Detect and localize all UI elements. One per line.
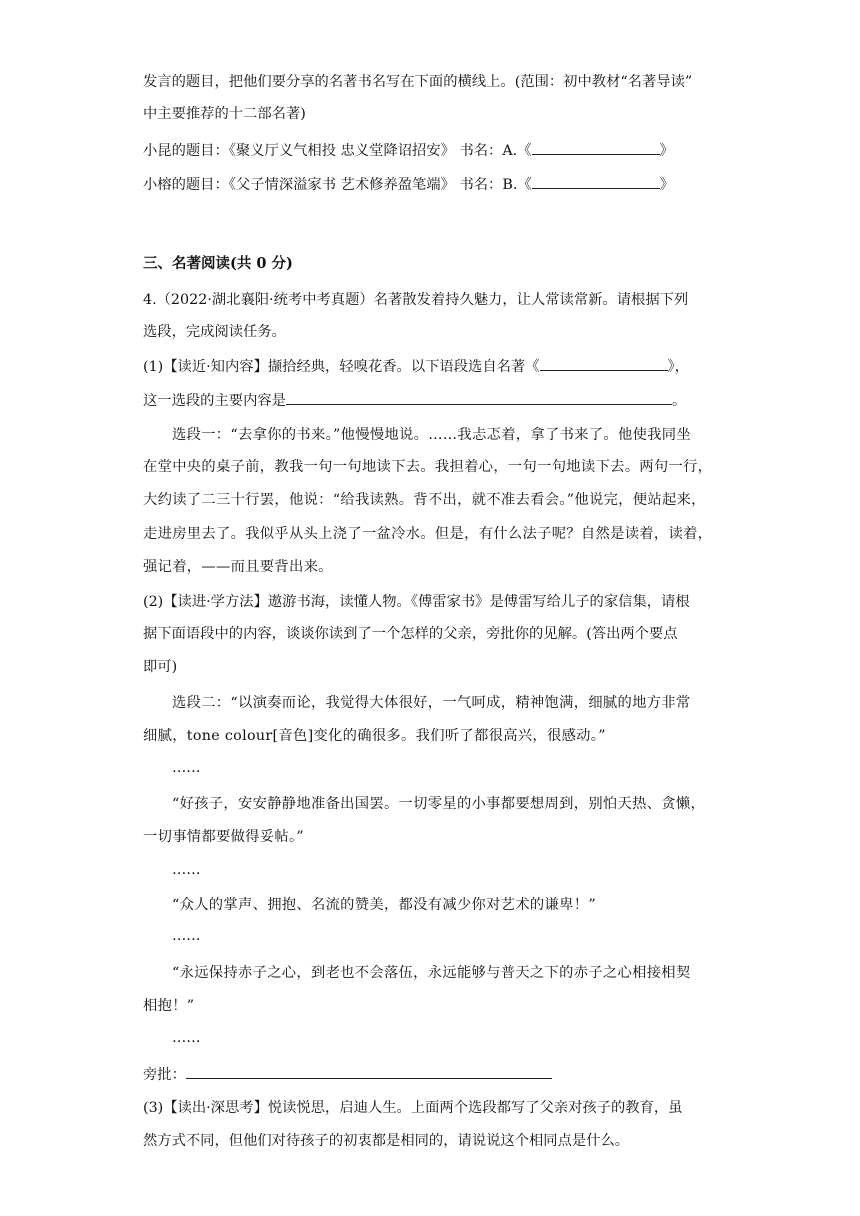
question-kun-end: 》 <box>659 143 674 159</box>
excerpt-1-line: 在堂中央的桌子前，教我一句一句地读下去。我担着心，一句一句地读下去。两句一行， <box>143 459 713 475</box>
subquestion-1-suffix: 》， <box>667 359 689 375</box>
annotation-blank[interactable] <box>186 1064 552 1079</box>
excerpt-2-p2-line-2: 一切事情都要做得妥帖。” <box>143 829 305 845</box>
question-rong-end: 》 <box>659 177 675 193</box>
question-4-line-1: 4.（2022·湖北襄阳·统考中考真题）名著散发着持久魅力，让人常读常新。请根据下列 <box>143 292 689 308</box>
question-rong <box>143 174 674 195</box>
excerpt-1-line: 大约读了二三十行罢，他说：“给我读熟。背不出，就不准去看会。”他说完，便站起来， <box>143 492 706 508</box>
question-kun <box>143 140 674 161</box>
section-title: 三、名著阅读(共 0 分) <box>143 255 293 272</box>
excerpt-1-line: 走进房里去了。我似乎从头上浇了一盆冷水。但是，有什么法子呢？自然是读着，读着， <box>143 526 713 542</box>
excerpt-2-p4-line-1: “永远保持赤子之心，到老也不会落伍，永远能够与普天之下的赤子之心相接相契 <box>172 965 691 981</box>
excerpt-2-p1-line-1: 选段二：“以演奏而论，我觉得大体很好，一气呵成，精神饱满，细腻的地方非常 <box>172 695 691 711</box>
subquestion-3-line: 然方式不同，但他们对待孩子的初衷都是相同的，请说说这个相同点是什么。 <box>143 1133 630 1149</box>
subquestion-1-line-1 <box>143 356 689 377</box>
excerpt-1-line: 强记着，——而且要背出来。 <box>143 559 333 575</box>
ellipsis: …… <box>172 760 201 776</box>
subquestion-1-line-2-suffix: 。 <box>671 393 687 409</box>
ellipsis: …… <box>172 1030 201 1046</box>
intro-line-1: 发言的题目，把他们要分享的名著书名写在下面的横线上。(范围：初中教材“名著导读” <box>143 74 693 90</box>
question-kun-label: 小昆的题目：《聚义厅义气相投 忠义堂降诏招安》 书名：A.《 <box>143 143 532 159</box>
intro-line-2: 中主要推荐的十二部名著) <box>143 106 306 122</box>
excerpt-1-line: 选段一：“去拿你的书来。”他慢慢地说。……我忐忑着，拿了书来了。他使我同坐 <box>172 427 691 443</box>
annotation-label: 旁批： <box>143 1067 186 1083</box>
subquestion-1-prefix: (1)【读近·知内容】撷拾经典，轻嗅花香。以下语段选自名著《 <box>143 359 540 375</box>
question-4-line-2: 选段，完成阅读任务。 <box>143 324 286 340</box>
answer-blank-b[interactable] <box>532 174 660 189</box>
excerpt-2-p3-line-1: “众人的掌声、拥抱、名流的赞美，都没有减少你对艺术的谦卑！” <box>172 897 596 913</box>
annotation-line <box>143 1064 552 1085</box>
answer-blank-a[interactable] <box>532 140 660 155</box>
excerpt-2-p4-line-2: 相抱！” <box>143 998 195 1014</box>
subquestion-1-line-2 <box>143 390 686 411</box>
subquestion-2-line: (2)【读进·学方法】遨游书海，读懂人物。《傅雷家书》是傅雷写给儿子的家信集，请根 <box>143 594 690 610</box>
subquestion-2-line: 据下面语段中的内容，谈谈你读到了一个怎样的父亲，旁批你的见解。(答出两个要点 <box>143 626 678 642</box>
excerpt-2-p2-line-1: “好孩子，安安静静地准备出国罢。一切零星的小事都要想周到，别怕天热、贪懒， <box>172 796 706 812</box>
main-content-blank[interactable] <box>286 390 672 405</box>
excerpt-2-p1-line-2: 细腻，tone colour[音色]变化的确很多。我们听了都很高兴，很感动。” <box>143 728 606 744</box>
subquestion-1-line-2-prefix: 这一选段的主要内容是 <box>143 393 286 409</box>
ellipsis: …… <box>172 862 201 878</box>
ellipsis: …… <box>172 928 201 944</box>
question-rong-label: 小榕的题目：《父子情深溢家书 艺术修养盈笔端》 书名：B.《 <box>143 177 532 193</box>
book-title-blank[interactable] <box>540 356 668 371</box>
subquestion-2-line: 即可) <box>143 659 178 675</box>
subquestion-3-line: (3)【读出·深思考】悦读悦思，启迪人生。上面两个选段都写了父亲对孩子的教育，虽 <box>143 1100 683 1116</box>
